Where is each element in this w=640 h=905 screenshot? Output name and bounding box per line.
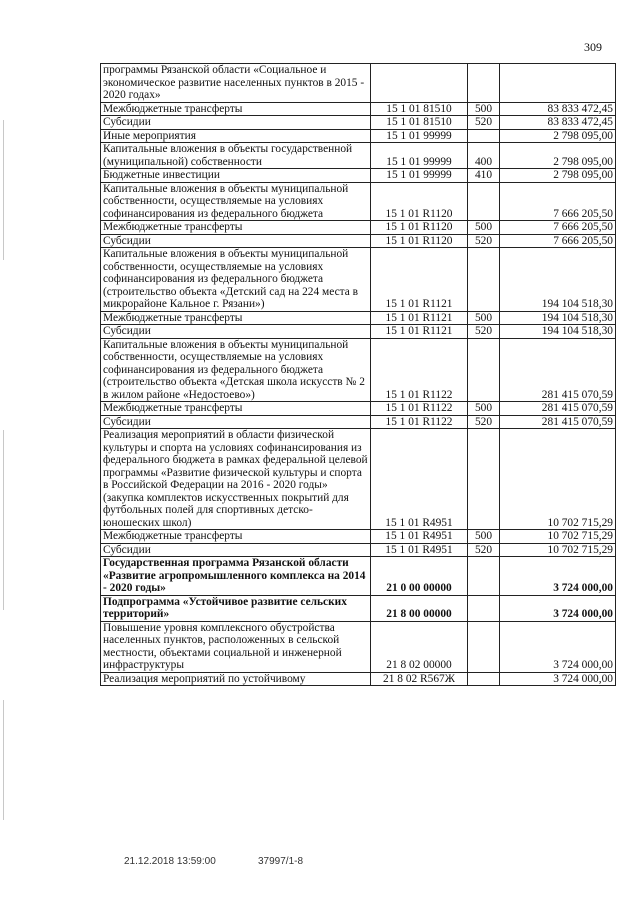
- row-name-cell: Реализация мероприятий в области физической культуры и спорта на условиях софинансирования из федерального бюджета в рамках федеральной целевой программы «Развитие физической культуры и спорта в Российской Федерации на 2016 - 2020 годы» (закупка комплектов искусственных покрытий для футбольных полей для спортивных детско-юношеских школ): [101, 429, 371, 530]
- row-type-cell: 520: [468, 415, 500, 429]
- row-type-cell: [468, 621, 500, 672]
- table-row: [101, 143, 616, 169]
- footer-timestamp: 21.12.2018 13:59:00: [124, 856, 216, 867]
- row-code-cell: 21 0 00 00000: [371, 557, 468, 596]
- scan-edge-mark: [3, 120, 4, 260]
- row-sum-cell: 2 798 095,00: [500, 129, 616, 143]
- row-name-cell: Межбюджетные трансферты: [101, 402, 371, 416]
- table-row: [101, 415, 616, 429]
- table-row: [101, 102, 616, 116]
- row-code-cell: 15 1 01 R1120: [371, 221, 468, 235]
- row-name-cell: Межбюджетные трансферты: [101, 311, 371, 325]
- table-row: [101, 129, 616, 143]
- table-row: [101, 116, 616, 130]
- row-code-cell: 15 1 01 99999: [371, 129, 468, 143]
- row-sum-cell: 2 798 095,00: [500, 143, 616, 169]
- row-type-cell: 500: [468, 221, 500, 235]
- row-code-cell: 15 1 01 R4951: [371, 530, 468, 544]
- table-row: [101, 311, 616, 325]
- row-sum-cell: 10 702 715,29: [500, 530, 616, 544]
- row-code-cell: 15 1 01 99999: [371, 169, 468, 183]
- row-name-cell: Субсидии: [101, 325, 371, 339]
- row-sum-cell: 3 724 000,00: [500, 595, 616, 621]
- row-type-cell: [468, 129, 500, 143]
- row-type-cell: [468, 672, 500, 686]
- row-name-cell: Иные мероприятия: [101, 129, 371, 143]
- table-row: [101, 234, 616, 248]
- row-sum-cell: 281 415 070,59: [500, 338, 616, 402]
- row-type-cell: 520: [468, 543, 500, 557]
- row-sum-cell: 7 666 205,50: [500, 234, 616, 248]
- row-code-cell: 15 1 01 R1121: [371, 248, 468, 312]
- budget-table-body: [101, 64, 616, 686]
- row-type-cell: 520: [468, 234, 500, 248]
- row-code-cell: 15 1 01 R1121: [371, 325, 468, 339]
- row-code-cell: 15 1 01 R1120: [371, 182, 468, 221]
- table-row: [101, 543, 616, 557]
- row-type-cell: 520: [468, 325, 500, 339]
- table-row: [101, 338, 616, 402]
- table-row: [101, 64, 616, 103]
- row-sum-cell: 3 724 000,00: [500, 621, 616, 672]
- row-name-cell: Субсидии: [101, 234, 371, 248]
- row-name-cell: Межбюджетные трансферты: [101, 221, 371, 235]
- row-type-cell: 500: [468, 402, 500, 416]
- table-row: [101, 325, 616, 339]
- table-row: [101, 248, 616, 312]
- table-row: [101, 402, 616, 416]
- row-type-cell: [468, 182, 500, 221]
- row-sum-cell: 7 666 205,50: [500, 221, 616, 235]
- scan-edge-mark: [3, 700, 4, 820]
- row-type-cell: 520: [468, 116, 500, 130]
- row-name-cell: Субсидии: [101, 543, 371, 557]
- row-sum-cell: 10 702 715,29: [500, 429, 616, 530]
- footer-document-id: 37997/1-8: [258, 856, 304, 867]
- row-code-cell: 15 1 01 81510: [371, 102, 468, 116]
- row-name-cell: Капитальные вложения в объекты муниципальной собственности, осуществляемые на условиях софинансирования из федерального бюджета: [101, 182, 371, 221]
- row-name-cell: Государственная программа Рязанской области «Развитие агропромышленного комплекса на 2014 - 2020 годы»: [101, 557, 371, 596]
- row-type-cell: 410: [468, 169, 500, 183]
- row-name-cell: Межбюджетные трансферты: [101, 102, 371, 116]
- row-sum-cell: 281 415 070,59: [500, 415, 616, 429]
- row-name-cell: Субсидии: [101, 116, 371, 130]
- table-row: [101, 557, 616, 596]
- row-type-cell: [468, 338, 500, 402]
- table-row: [101, 169, 616, 183]
- row-sum-cell: 281 415 070,59: [500, 402, 616, 416]
- row-type-cell: [468, 248, 500, 312]
- row-name-cell: Капитальные вложения в объекты государственной (муниципальной) собственности: [101, 143, 371, 169]
- row-code-cell: 15 1 01 R4951: [371, 543, 468, 557]
- row-code-cell: 21 8 00 00000: [371, 595, 468, 621]
- budget-table: [100, 63, 616, 686]
- row-sum-cell: 83 833 472,45: [500, 102, 616, 116]
- row-sum-cell: 3 724 000,00: [500, 672, 616, 686]
- row-sum-cell: 7 666 205,50: [500, 182, 616, 221]
- row-code-cell: 15 1 01 R1122: [371, 338, 468, 402]
- row-name-cell: Реализация мероприятий по устойчивому: [101, 672, 371, 686]
- row-name-cell: Капитальные вложения в объекты муниципальной собственности, осуществляемые на условиях софинансирования из федерального бюджета (строительство объекта «Детская школа искусств № 2 в жилом районе «Недостоево»): [101, 338, 371, 402]
- table-row: [101, 182, 616, 221]
- row-type-cell: [468, 595, 500, 621]
- row-type-cell: 500: [468, 102, 500, 116]
- scan-edge-mark: [3, 430, 4, 610]
- table-row: [101, 530, 616, 544]
- row-sum-cell: 194 104 518,30: [500, 325, 616, 339]
- row-type-cell: 500: [468, 311, 500, 325]
- row-code-cell: 21 8 02 R567Ж: [371, 672, 468, 686]
- row-type-cell: 400: [468, 143, 500, 169]
- row-sum-cell: [500, 64, 616, 103]
- row-name-cell: Межбюджетные трансферты: [101, 530, 371, 544]
- row-sum-cell: 83 833 472,45: [500, 116, 616, 130]
- row-code-cell: 15 1 01 R1120: [371, 234, 468, 248]
- table-row: [101, 221, 616, 235]
- row-type-cell: 500: [468, 530, 500, 544]
- row-type-cell: [468, 64, 500, 103]
- row-code-cell: [371, 64, 468, 103]
- row-name-cell: Повышение уровня комплексного обустройства населенных пунктов, расположенных в сельской местности, объектами социальной и инженерной инфраструктуры: [101, 621, 371, 672]
- row-sum-cell: 2 798 095,00: [500, 169, 616, 183]
- row-code-cell: 21 8 02 00000: [371, 621, 468, 672]
- row-name-cell: Подпрограмма «Устойчивое развитие сельских территорий»: [101, 595, 371, 621]
- row-code-cell: 15 1 01 99999: [371, 143, 468, 169]
- row-sum-cell: 194 104 518,30: [500, 248, 616, 312]
- row-code-cell: 15 1 01 81510: [371, 116, 468, 130]
- row-sum-cell: 10 702 715,29: [500, 543, 616, 557]
- row-type-cell: [468, 429, 500, 530]
- row-name-cell: Бюджетные инвестиции: [101, 169, 371, 183]
- row-name-cell: программы Рязанской области «Социальное и экономическое развитие населенных пунктов в 2015 - 2020 годах»: [101, 64, 371, 103]
- table-row: [101, 621, 616, 672]
- row-code-cell: 15 1 01 R1121: [371, 311, 468, 325]
- row-code-cell: 15 1 01 R4951: [371, 429, 468, 530]
- table-row: [101, 595, 616, 621]
- row-sum-cell: 3 724 000,00: [500, 557, 616, 596]
- row-sum-cell: 194 104 518,30: [500, 311, 616, 325]
- row-name-cell: Капитальные вложения в объекты муниципальной собственности, осуществляемые на условиях софинансирования из федерального бюджета (строительство объекта «Детский сад на 224 места в микрорайоне Кальное г. Рязани»): [101, 248, 371, 312]
- row-code-cell: 15 1 01 R1122: [371, 402, 468, 416]
- row-type-cell: [468, 557, 500, 596]
- table-row: [101, 429, 616, 530]
- row-code-cell: 15 1 01 R1122: [371, 415, 468, 429]
- page-number: 309: [584, 40, 602, 54]
- table-row: [101, 672, 616, 686]
- row-name-cell: Субсидии: [101, 415, 371, 429]
